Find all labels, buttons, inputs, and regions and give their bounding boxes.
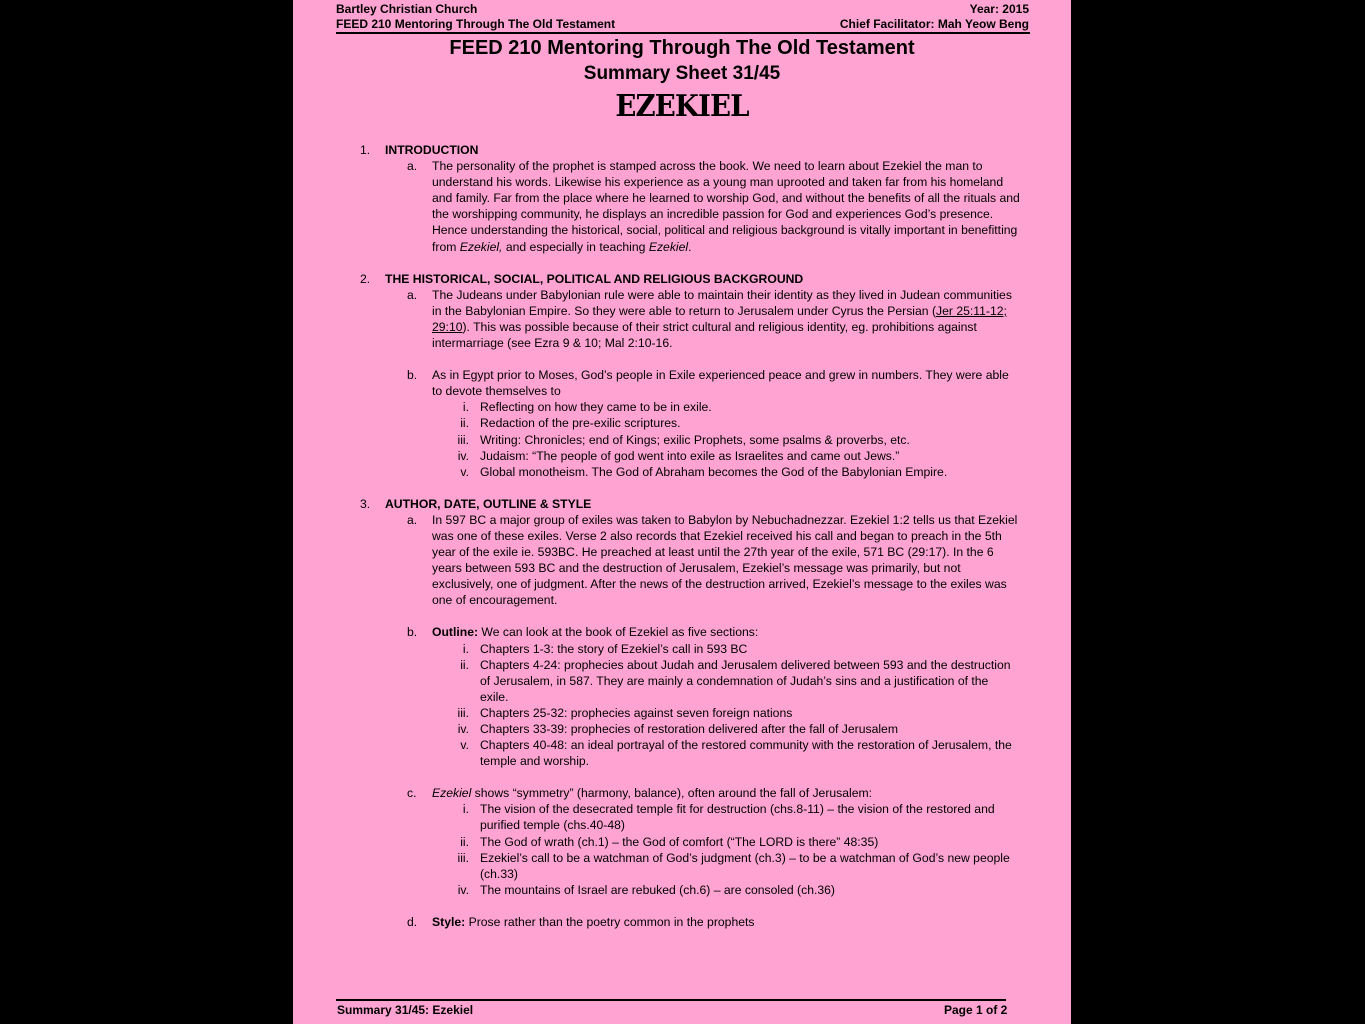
section-author-date (293, 496, 1071, 512)
sub-label: iv. (457, 882, 469, 897)
sub-text: Chapters 33-39: prophecies of restoration delivered after the fall of Jerusalem (480, 722, 898, 736)
sub-text: Global monotheism. The God of Abraham becomes the God of the Babylonian Empire. (480, 464, 948, 479)
list-item (293, 367, 1020, 399)
sub-label: ii. (460, 834, 469, 849)
sub-item (293, 850, 1020, 882)
sub-item (293, 737, 1020, 769)
italic-text: Ezekiel, (459, 239, 503, 254)
item-text: shows “symmetry” (harmony, balance), often around the fall of Jerusalem: (471, 786, 873, 801)
header-year: Year: 2015 (969, 2, 1029, 16)
sub-label: v. (460, 464, 469, 479)
list-item (293, 158, 1020, 255)
sub-item (293, 801, 1020, 833)
item-label: d. (407, 914, 418, 929)
sub-text: Chapters 1-3: the story of Ezekiel’s call in 593 BC (480, 641, 748, 656)
item-text: ). This was possible because of their strict cultural and religious identity, eg. prohibitions against intermarriage (see Ezra 9 & 10; Mal 2:10-16. (432, 319, 977, 351)
section-background (293, 271, 1071, 287)
item-lead: Style: (432, 914, 466, 929)
document-body (293, 142, 1071, 930)
sub-text: Chapters 40-48: an ideal portrayal of the restored community with the restoration of Jerusalem, the temple and worship. (480, 738, 1012, 769)
sub-item (293, 448, 1020, 464)
sub-text: Judaism: “The people of god went into exile as Israelites and came out Jews.” (480, 448, 900, 463)
item-label: a. (407, 287, 418, 302)
sub-text: Chapters 4-24: prophecies about Judah and Jerusalem delivered between 593 and the destruction of Jerusalem, in 587. They are mainly a condemnation of Judah’s sins and a justification of the exile. (480, 657, 1011, 704)
item-text: In 597 BC a major group of exiles was taken to Babylon by Nebuchadnezzar. Ezekiel 1:2 tells us that Ezekiel was one of these exiles. Verse 2 also records that Ezekiel received his call and began to preach in the 5th year of the exile ie. 593BC. He preached at least until the 27th year of the exile, 571 BC (29:17). In the 6 years between 593 BC and the destruction of Jerusalem, Ezekiel’s message was primarily, but not exclusively, one of judgment. After the news of the destruction arrived, Ezekiel’s message to the exiles was one of encouragement. (432, 512, 1018, 608)
book-title: EZEKIEL (615, 89, 749, 124)
sub-label: iii. (457, 850, 469, 865)
sub-text: Reflecting on how they came to be in exile. (480, 400, 712, 415)
sub-label: iii. (457, 432, 469, 447)
section-number: 2. (360, 271, 371, 286)
section-heading: INTRODUCTION (385, 143, 479, 157)
sub-label: i. (462, 802, 469, 817)
item-label: a. (407, 159, 418, 174)
sub-text: Chapters 25-32: prophecies against seven foreign nations (480, 705, 793, 720)
sub-label: i. (462, 641, 469, 656)
italic-text: Ezekiel (432, 786, 472, 801)
list-item (293, 624, 1020, 640)
sub-item (293, 415, 1020, 431)
sub-item (293, 705, 1020, 721)
sub-label: i. (462, 400, 469, 415)
footer-rule (336, 999, 1006, 1001)
italic-text: Ezekiel (648, 239, 689, 254)
section-number: 3. (360, 496, 371, 511)
item-label: b. (407, 625, 418, 640)
sub-item (293, 721, 1020, 737)
item-text: The personality of the prophet is stamped across the book. We need to learn about Ezekiel the man to understand his words. Likewise his experience as a young man uprooted and taken far from his homeland and family. Far from the place where he learned to worship God, and without the benefits of all the rituals and the worshipping community, he displays an incredible passion for God and experiences God’s presence. Hence understanding the historical, social, political and religious background is vitally important in benefitting from (432, 159, 1020, 254)
section-introduction (293, 142, 1071, 158)
list-item (293, 512, 1020, 609)
sub-label: iv. (457, 448, 469, 463)
sub-text: The vision of the desecrated temple fit for destruction (chs.8-11) – the vision of the restored and purified temple (chs.40-48) (480, 802, 995, 833)
item-label: a. (407, 512, 418, 527)
footer-page-number: Page 1 of 2 (944, 1003, 1008, 1017)
sub-label: iii. (457, 705, 469, 720)
list-item (293, 914, 1020, 930)
sub-text: Writing: Chronicles; end of Kings; exilic Prophets, some psalms & proverbs, etc. (480, 432, 910, 447)
item-text: The Judeans under Babylonian rule were able to maintain their identity as they lived in Judean communities in the Babylonian Empire. So they were able to return to Jerusalem under Cyrus the Persian ( (432, 287, 1012, 318)
sub-item (293, 834, 1020, 850)
item-lead: Outline: (432, 625, 479, 640)
header-facilitator: Chief Facilitator: Mah Yeow Beng (839, 17, 1029, 31)
list-item (293, 287, 1020, 351)
item-text: As in Egypt prior to Moses, God’s people in Exile experienced peace and grew in numbers. They were able to devote themselves to (432, 368, 1009, 399)
sub-text: Redaction of the pre-exilic scriptures. (480, 416, 681, 431)
header-rule (336, 32, 1030, 34)
sub-text: The God of wrath (ch.1) – the God of comfort (“The LORD is there” 48:35) (480, 834, 879, 849)
section-number: 1. (360, 143, 371, 157)
section-heading: THE HISTORICAL, SOCIAL, POLITICAL AND RELIGIOUS BACKGROUND (385, 271, 804, 286)
sub-text: Ezekiel’s call to be a watchman of God’s judgment (ch.3) – to be a watchman of God’s new people (ch.33) (480, 850, 1010, 881)
sub-text: The mountains of Israel are rebuked (ch.6) – are consoled (ch.36) (480, 882, 835, 897)
item-text: Prose rather than the poetry common in the prophets (465, 914, 755, 929)
reference-text: Jer (936, 303, 953, 318)
item-text: . (688, 239, 692, 254)
sub-item (293, 464, 1020, 480)
reference-text: 25:11-12; 29:10 (432, 303, 1007, 334)
item-label: b. (407, 368, 418, 383)
header-course: FEED 210 Mentoring Through The Old Testament (336, 17, 616, 31)
page-title: FEED 210 Mentoring Through The Old Testament (449, 37, 915, 59)
sub-label: ii. (460, 416, 469, 431)
sub-item (293, 882, 1020, 898)
sub-item (293, 641, 1020, 657)
footer-summary: Summary 31/45: Ezekiel (337, 1003, 474, 1017)
section-heading: AUTHOR, DATE, OUTLINE & STYLE (385, 496, 592, 511)
sub-item (293, 432, 1020, 448)
sub-label: iv. (457, 722, 469, 736)
sub-item (293, 657, 1020, 705)
page-subtitle: Summary Sheet 31/45 (583, 63, 781, 84)
document-page (293, 0, 1071, 1024)
item-text: We can look at the book of Ezekiel as five sections: (478, 625, 759, 640)
item-text: and especially in teaching (502, 239, 649, 254)
sub-label: ii. (460, 657, 469, 672)
header-org: Bartley Christian Church (336, 2, 478, 16)
list-item (293, 785, 1020, 801)
sub-item (293, 399, 1020, 415)
item-label: c. (407, 786, 417, 801)
sub-label: v. (460, 738, 469, 753)
